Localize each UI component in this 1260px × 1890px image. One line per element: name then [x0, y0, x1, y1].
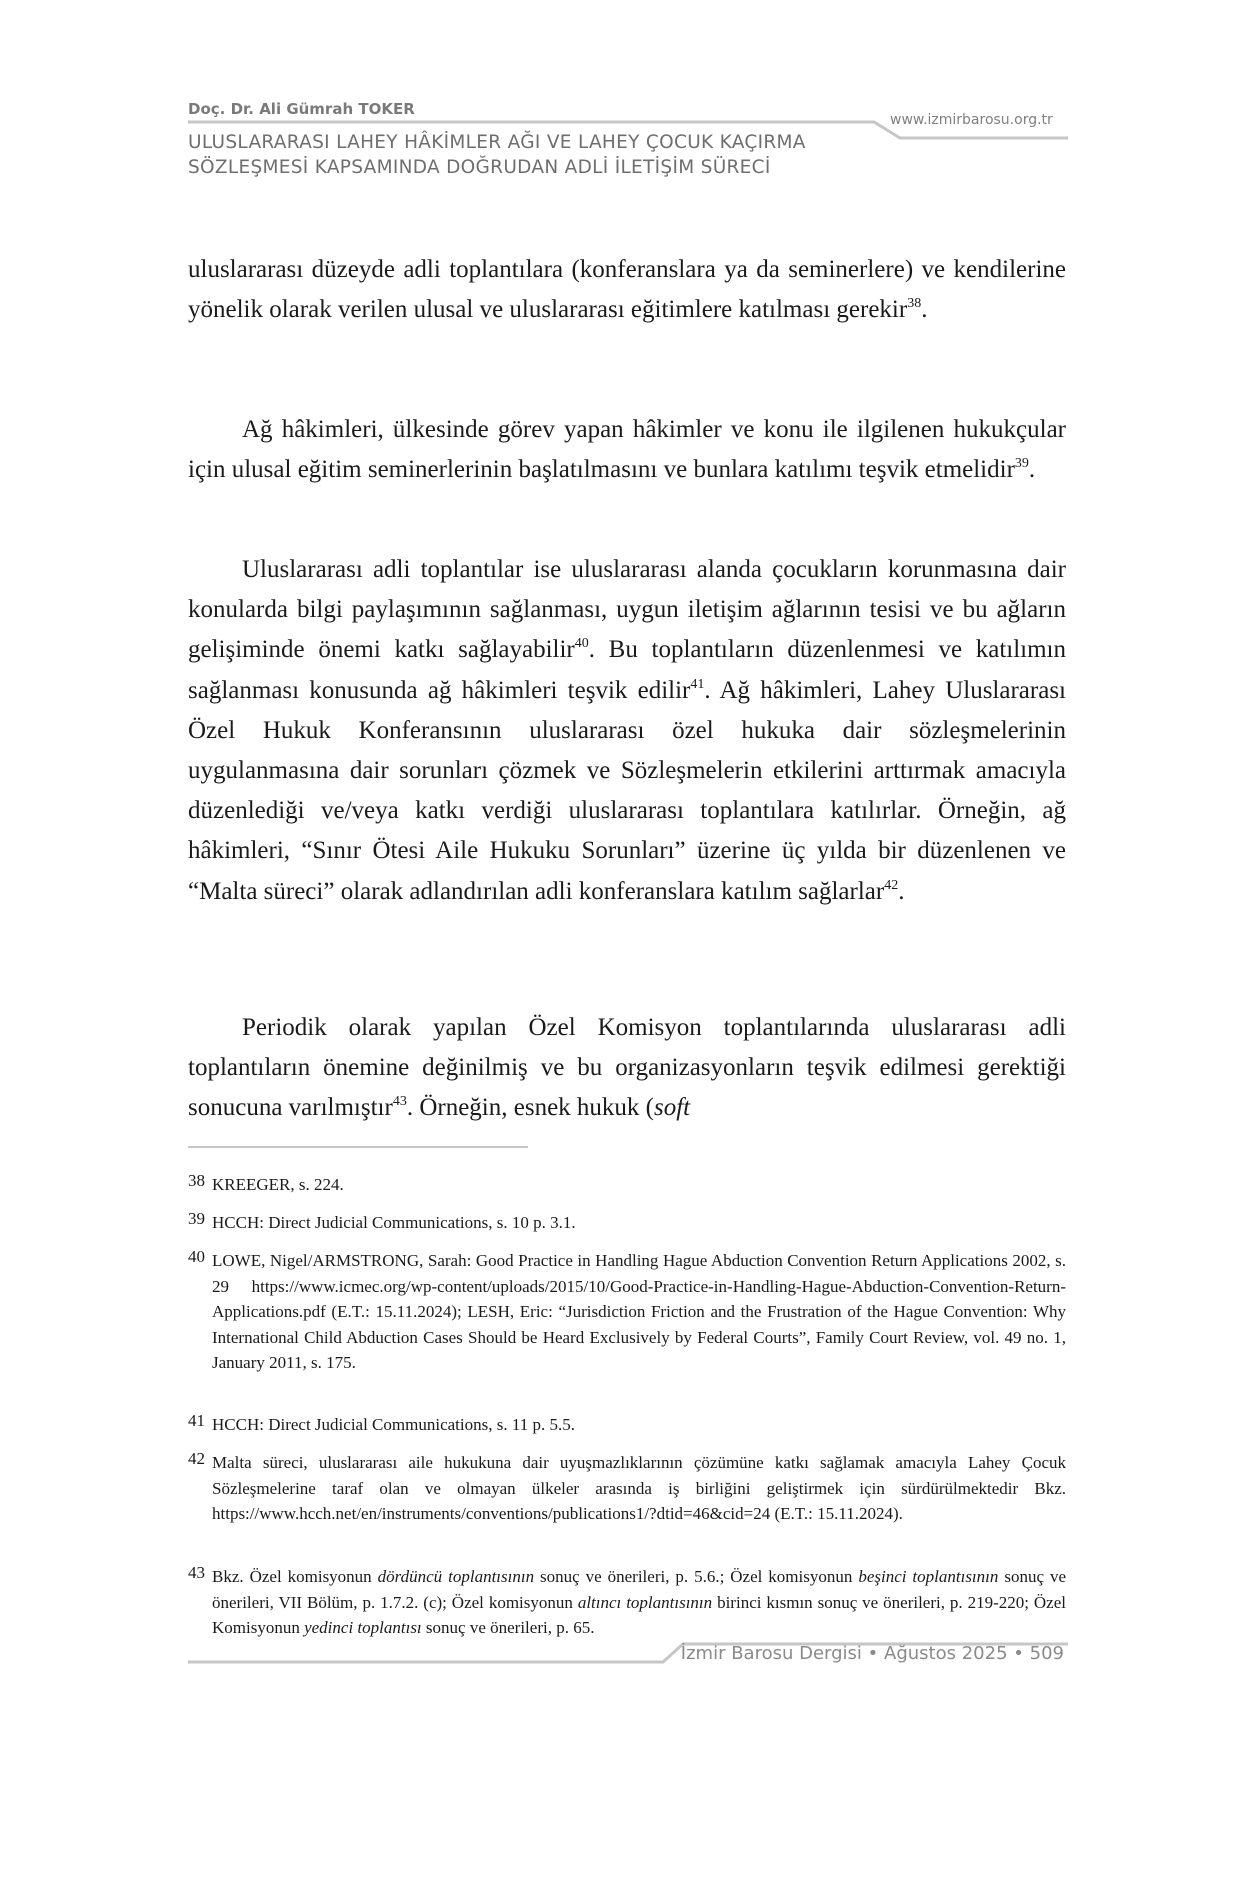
footnote: [188, 1412, 1066, 1438]
paragraph-text: Ağ hâkimleri, ülkesinde görev yapan hâkimler ve konu ile ilgilenen hukukçular için ulusal eğitim seminerlerinin başlatılmasını ve bunlara katılımı teşvik etmelidir: [188, 416, 1066, 484]
footnote-text: Malta süreci, uluslararası aile hukukuna dair uyuşmazlıklarının çözümüne katkı sağlamak amacıyla Lahey Çocuk Sözleşmelerine taraf olan ve olmayan ülkeler arasında iş birliğini geliştirmek için sürdürülmektedir Bkz. https://www.hcch.net/en/instruments/conventions/publications1/?dtid=46&cid=24 (E.T.: 15.11.2024).: [212, 1453, 1066, 1523]
paragraph-text: . Bu toplantıların düzenlenmesi ve katılımın sağlanması konusunda ağ hâkimleri teşvik edilir: [188, 636, 1066, 704]
header-title-line: ULUSLARARASI LAHEY HÂKİMLER AĞI VE LAHEY ÇOCUK KAÇIRMA: [188, 132, 806, 153]
footnote-number: 39: [188, 1209, 205, 1228]
footnote: [188, 1450, 1066, 1527]
page-number: 509: [1029, 1643, 1064, 1664]
paragraph: [188, 250, 1066, 330]
footnote-ref[interactable]: 39: [1014, 456, 1029, 472]
paragraph: [188, 1008, 1066, 1129]
paragraph: [188, 550, 1066, 912]
footnote-number: 43: [188, 1563, 205, 1582]
paragraph-text: Periodik olarak yapılan Özel Komisyon toplantılarında uluslararası adli toplantıların önemine değinilmiş ve bu organizasyonların teşvik edilmesi gerektiği sonucuna varılmıştır: [188, 1014, 1066, 1122]
footnote-ref[interactable]: 42: [884, 877, 899, 893]
journal-name: İzmir Barosu Dergisi: [680, 1643, 862, 1664]
paragraph-text: .: [921, 296, 928, 324]
issue-date: Ağustos 2025: [884, 1643, 1008, 1664]
footnote: [188, 1564, 1066, 1641]
footnote-number: 41: [188, 1411, 205, 1430]
separator: •: [1013, 1643, 1024, 1664]
italic-text: soft: [654, 1094, 691, 1122]
footnote-number: 40: [188, 1247, 205, 1266]
paragraph-text: . Ağ hâkimleri, Lahey Uluslararası Özel Hukuk Konferansının uluslararası özel hukuka dair sözleşmelerinin uygulanmasına dair sorunları çözmek ve Sözleşmelerin etkilerini arttırmak amacıyla düzenlediği ve/veya katkı verdiği uluslararası toplantılara katılırlar. Örneğin, ağ hâkimleri, “Sınır Ötesi Aile Hukuku Sorunları” üzerine üç yılda bir düzenlenen ve “Malta süreci” olarak adlandırılan adli konferanslara katılım sağlarlar: [188, 676, 1066, 905]
footnote: [188, 1172, 1066, 1198]
footnote-text: LOWE, Nigel/ARMSTRONG, Sarah: Good Practice in Handling Hague Abduction Convention Return Applications 2002, s. 29 https://www.icmec.org/wp-content/uploads/2015/10/Good-Practice-in-Handling-Hague-Abduction-Convention-Return-Applications.pdf (E.T.: 15.11.2024); LESH, Eric: “Jurisdiction Friction and the Frustration of the Hague Convention: Why International Child Abduction Cases Should be Heard Exclusively by Federal Courts”, Family Court Review, vol. 49 no. 1, January 2011, s. 175.: [212, 1251, 1066, 1372]
paragraph-text: uluslararası düzeyde adli toplantılara (konferanslara ya da seminerlere) ve kendilerine yönelik olarak verilen ulusal ve uluslararası eğitimlere katılması gerekir: [188, 256, 1066, 324]
footnote-separator: [188, 1146, 528, 1148]
footnote-text: Bkz. Özel komisyonun dördüncü toplantısının sonuç ve önerileri, p. 5.6.; Özel komisyonun beşinci toplantısının sonuç ve önerileri, VII Bölüm, p. 1.7.2. (c); Özel komisyonun altıncı toplantısının birinci kısmın sonuç ve önerileri, p. 219-220; Özel Komisyonun yedinci toplantısı sonuç ve önerileri, p. 65.: [212, 1567, 1066, 1637]
header-url: www.izmirbarosu.org.tr: [890, 112, 1053, 128]
footnote: [188, 1210, 1066, 1236]
paragraph: [188, 410, 1066, 490]
footnote-text: HCCH: Direct Judicial Communications, s. 10 p. 3.1.: [212, 1213, 576, 1232]
footnote-number: 38: [188, 1171, 205, 1190]
footnote-ref[interactable]: 40: [574, 636, 589, 652]
page-footer: [681, 1643, 1064, 1664]
footnote-ref[interactable]: 38: [907, 296, 922, 312]
footnote-text: HCCH: Direct Judicial Communications, s. 11 p. 5.5.: [212, 1415, 575, 1434]
footnote: [188, 1248, 1066, 1376]
paragraph-text: .: [898, 877, 905, 905]
separator: •: [867, 1643, 879, 1664]
paragraph-text: . Örneğin, esnek hukuk (: [406, 1094, 654, 1122]
header-author: Doç. Dr. Ali Gümrah TOKER: [188, 100, 415, 118]
paragraph-text: Uluslararası adli toplantılar ise uluslararası alanda çocukların korunmasına dair konularda bilgi paylaşımının sağlanması, uygun iletişim ağlarının tesisi ve bu ağların gelişiminde önemi katkı sağlayabilir: [188, 556, 1066, 664]
footnote-number: 42: [188, 1449, 205, 1468]
footnote-ref[interactable]: 41: [690, 676, 705, 692]
header-title-line: SÖZLEŞMESİ KAPSAMINDA DOĞRUDAN ADLİ İLETİŞİM SÜRECİ: [188, 157, 771, 178]
header-rule: [188, 118, 1068, 142]
footnote-text: KREEGER, s. 224.: [212, 1175, 344, 1194]
paragraph-text: .: [1028, 456, 1036, 484]
footnote-ref[interactable]: 43: [392, 1094, 407, 1110]
